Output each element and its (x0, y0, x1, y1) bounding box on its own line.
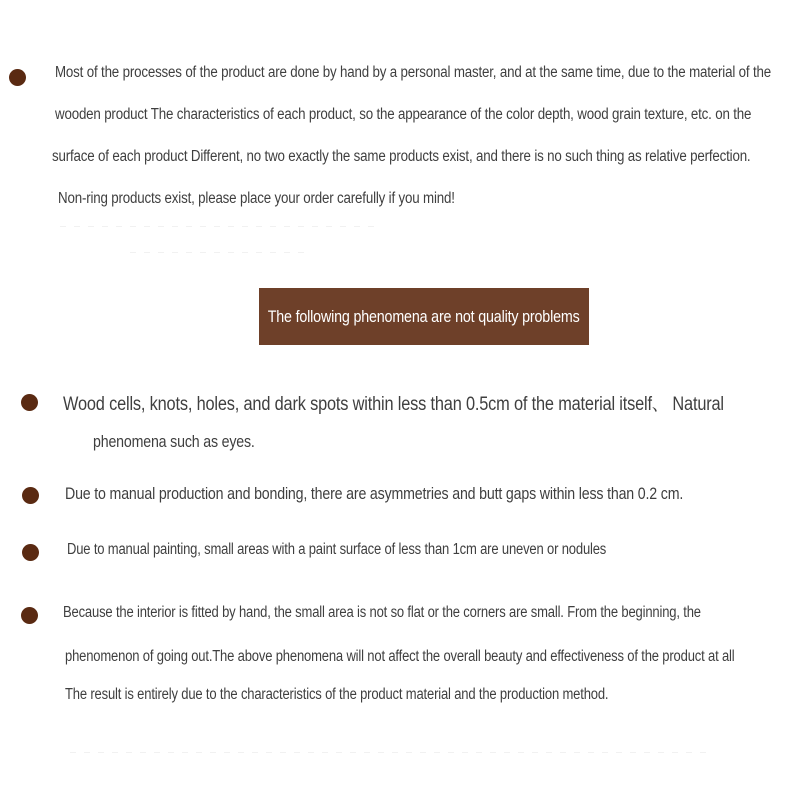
intro-bullet-icon (9, 69, 26, 86)
item-line: Because the interior is fitted by hand, the small area is not so flat or the corners are small. From the beginning, the (63, 604, 701, 621)
item-bullet-icon (21, 394, 38, 411)
item-line: phenomenon of going out.The above phenomena will not affect the overall beauty and effectiveness of the product at all (65, 648, 735, 665)
item-bullet-icon (21, 607, 38, 624)
intro-line-1: Most of the processes of the product are done by hand by a personal master, and at the same time, due to the material of the (55, 64, 771, 81)
banner-title: The following phenomena are not quality problems (268, 306, 580, 326)
faint-divider (70, 752, 710, 753)
item-line: Wood cells, knots, holes, and dark spots within less than 0.5cm of the material itself、 Natural (63, 394, 724, 415)
intro-line-2: wooden product The characteristics of each product, so the appearance of the color depth, wood grain texture, etc. on the (55, 106, 752, 123)
item-bullet-icon (22, 487, 39, 504)
faint-divider (60, 226, 380, 227)
quality-notice-banner (259, 288, 589, 345)
item-line: Due to manual production and bonding, there are asymmetries and butt gaps within less than 0.2 cm. (65, 485, 684, 503)
item-bullet-icon (22, 544, 39, 561)
intro-line-4: Non-ring products exist, please place your order carefully if you mind! (58, 190, 455, 207)
item-line: Due to manual painting, small areas with a paint surface of less than 1cm are uneven or nodules (67, 541, 607, 558)
faint-divider (130, 252, 310, 253)
intro-line-3: surface of each product Different, no two exactly the same products exist, and there is no such thing as relative perfection. (52, 148, 751, 165)
item-line: phenomena such as eyes. (93, 433, 255, 451)
item-line: The result is entirely due to the characteristics of the product material and the production method. (65, 686, 609, 703)
